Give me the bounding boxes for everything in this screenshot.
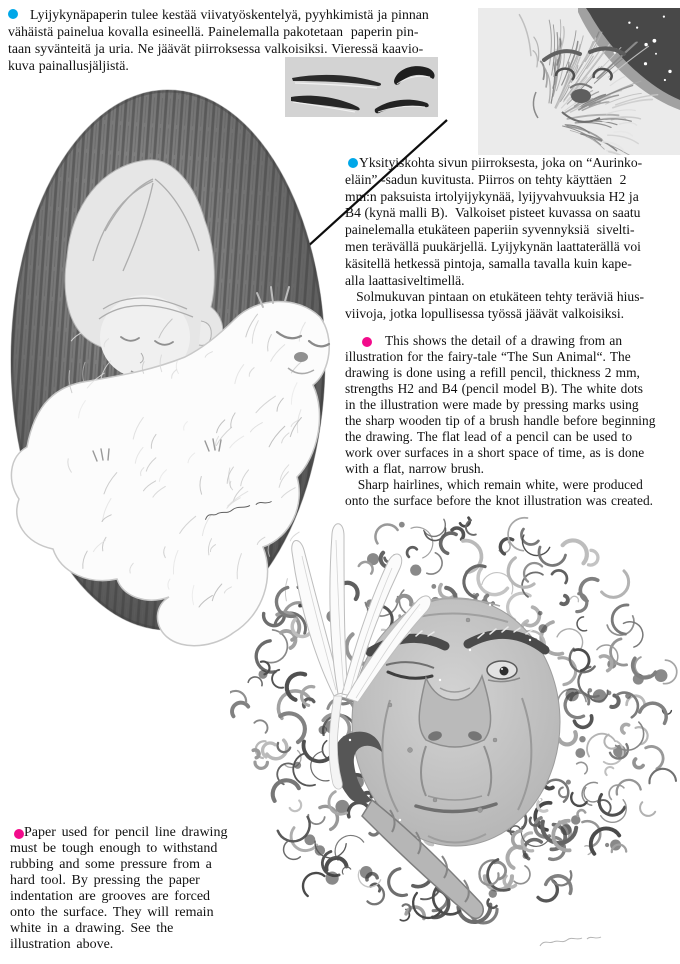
text-line: work over surfaces in a short space of time, as is done — [345, 445, 645, 460]
text-line: onto the surface before the knot illustration was created. — [345, 493, 654, 508]
knot-illustration — [230, 500, 680, 964]
text-line: Sharp hairlines, which remain white, were produced — [345, 477, 643, 492]
text-line: illustration for the fairy-tale “The Sun Animal“. The — [345, 349, 631, 364]
knot-illustration-art — [230, 500, 680, 964]
text-line: the sharp wooden tip of a brush handle before beginning — [345, 413, 656, 428]
text-line: drawing is done using a refill pencil, thickness 2 mm, — [345, 365, 640, 380]
cyan-bullet-icon — [348, 158, 358, 168]
text-line: men terävällä puukärjellä. Lyijykynän laattaterällä voi — [345, 238, 641, 254]
text-line: strengths H2 and B4 (pencil model B). The white dots — [345, 381, 643, 396]
text-line: white in a drawing. See the — [10, 921, 174, 936]
text-line: viivoja, jotka lopullisessa työssä jäävät valkoisiksi. — [345, 306, 625, 322]
text-line: painelemalla etukäteen paperiin syvennyksiä sivelti- — [345, 222, 635, 238]
text-line: hard tool. By pressing the paper — [10, 873, 200, 888]
detail-en-lines — [345, 333, 680, 509]
detail-crop-figure — [478, 8, 680, 155]
paper-en-lines — [10, 825, 236, 953]
text-line: This shows the detail of a drawing from an — [385, 333, 623, 348]
text-line: vähäistä painelua kovalla esineellä. Painelemalla pakotetaan paperin pin- — [8, 24, 419, 39]
text-line: rubbing and some pressure from a — [10, 857, 212, 872]
text-line: Yksityiskohta sivun piirroksesta, joka on “Aurinko- — [359, 155, 643, 170]
text-line: Lyijykynäpaperin tulee kestää viivatyöskentelyä, pyyhkimistä ja pinnan — [30, 7, 429, 22]
paper-paragraph-en — [10, 825, 236, 953]
detail-paragraph-fi — [345, 155, 680, 323]
text-line: indentation are grooves are forced — [10, 889, 211, 904]
text-line: kuva painallusjäljistä. — [8, 58, 129, 73]
text-line: Paper used for pencil line drawing — [24, 825, 228, 840]
text-line: illustration above. — [10, 937, 114, 952]
pink-bullet-icon — [14, 829, 24, 839]
detail-crop-art — [478, 8, 680, 155]
detail-paragraph-en — [345, 333, 680, 509]
pink-bullet-icon — [362, 337, 372, 347]
text-line: Solmukuvan pintaan on etukäteen tehty teräviä hius- — [345, 289, 645, 305]
text-line: mm:n paksuista irtolyijykynää, lyijyvahvuuksia H2 ja — [345, 188, 639, 204]
text-line: B4 (kynä malli B). Valkoiset pisteet kuvassa on saatu — [345, 205, 641, 221]
text-line: eläin” -sadun kuvitusta. Piirros on tehty käyttäen 2 — [345, 171, 627, 187]
text-line: the drawing. The flat lead of a pencil can be used to — [345, 429, 633, 444]
artist-signature — [540, 937, 601, 946]
text-line: käsitellä hetkessä pintoja, samalla tavalla kuin kape- — [345, 255, 632, 271]
text-line: alla laattasiveltimellä. — [345, 272, 465, 288]
detail-fi-lines — [345, 155, 680, 323]
text-line: taan syvänteitä ja uria. Ne jäävät piirroksessa valkoisiksi. Vieressä kaavio- — [8, 41, 424, 56]
cyan-bullet-icon — [8, 9, 18, 19]
text-line: onto the surface. They will remain — [10, 905, 214, 920]
text-line: must be tough enough to withstand — [10, 841, 218, 856]
text-line: in the illustration were made by pressing marks using — [345, 397, 639, 412]
text-line: with a flat, narrow brush. — [345, 461, 484, 476]
